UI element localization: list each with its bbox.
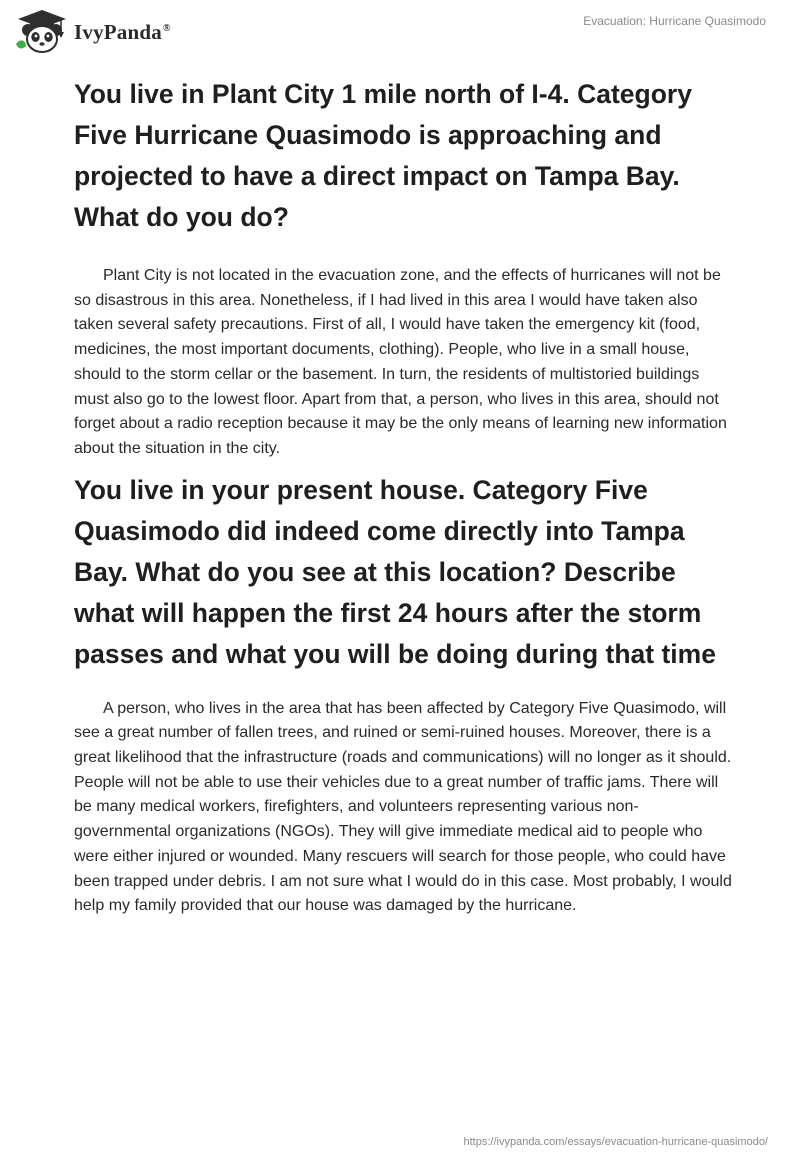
section-paragraph-2: A person, who lives in the area that has been affected by Category Five Quasimodo, will see a great number of fallen trees, and ruined or semi-ruined houses. Moreover, there is a great likelihood that the infrastructure (roads and communications) will no longer as it should. People will not be able to use their vehicles due to a great number of traffic jams. There will be many medical workers, firefighters, and volunteers representing various non-governmental organizations (NGOs). They will give immediate medical aid to people who were either injured or wounded. Many rescuers will search for those people, who could have been trapped under debris. I am not sure what I would do in this case. Most probably, I would help my family provided that our house was damaged by the hurricane. [74,699,732,915]
essay-content [74,74,734,919]
section-paragraph-1: Plant City is not located in the evacuation zone, and the effects of hurricanes will not be so disastrous in this area. Nonetheless, if I had lived in this area I would have taken also taken several safety precautions. First of all, I would have taken the emergency kit (food, medicines, the most important documents, clothing). People, who live in a small house, should to the storm cellar or the basement. In turn, the residents of multistoried buildings must also go to the lowest floor. Apart from that, a person, who lives in this area, should not forget about a radio reception because it may be the only means of learning new information about the situation in the city. [74,267,727,457]
section-heading-1: You live in Plant City 1 mile north of I-4. Category Five Hurricane Quasimodo is approaching and projected to have a direct impact on Tampa Bay. What do you do? [74,79,692,232]
source-url[interactable]: https://ivypanda.com/essays/evacuation-hurricane-quasimodo/ [463,1136,768,1148]
panda-graduate-icon [14,8,70,54]
page-header [0,0,800,60]
brand-name: IvyPanda® [74,19,171,44]
site-logo[interactable] [14,8,171,54]
document-title: Evacuation: Hurricane Quasimodo [583,14,766,28]
section-heading-2: You live in your present house. Category Five Quasimodo did indeed come directly into Tampa Bay. What do you see at this location? Describe what will happen the first 24 hours after the storm passes and what you will be doing during that time [74,474,716,669]
